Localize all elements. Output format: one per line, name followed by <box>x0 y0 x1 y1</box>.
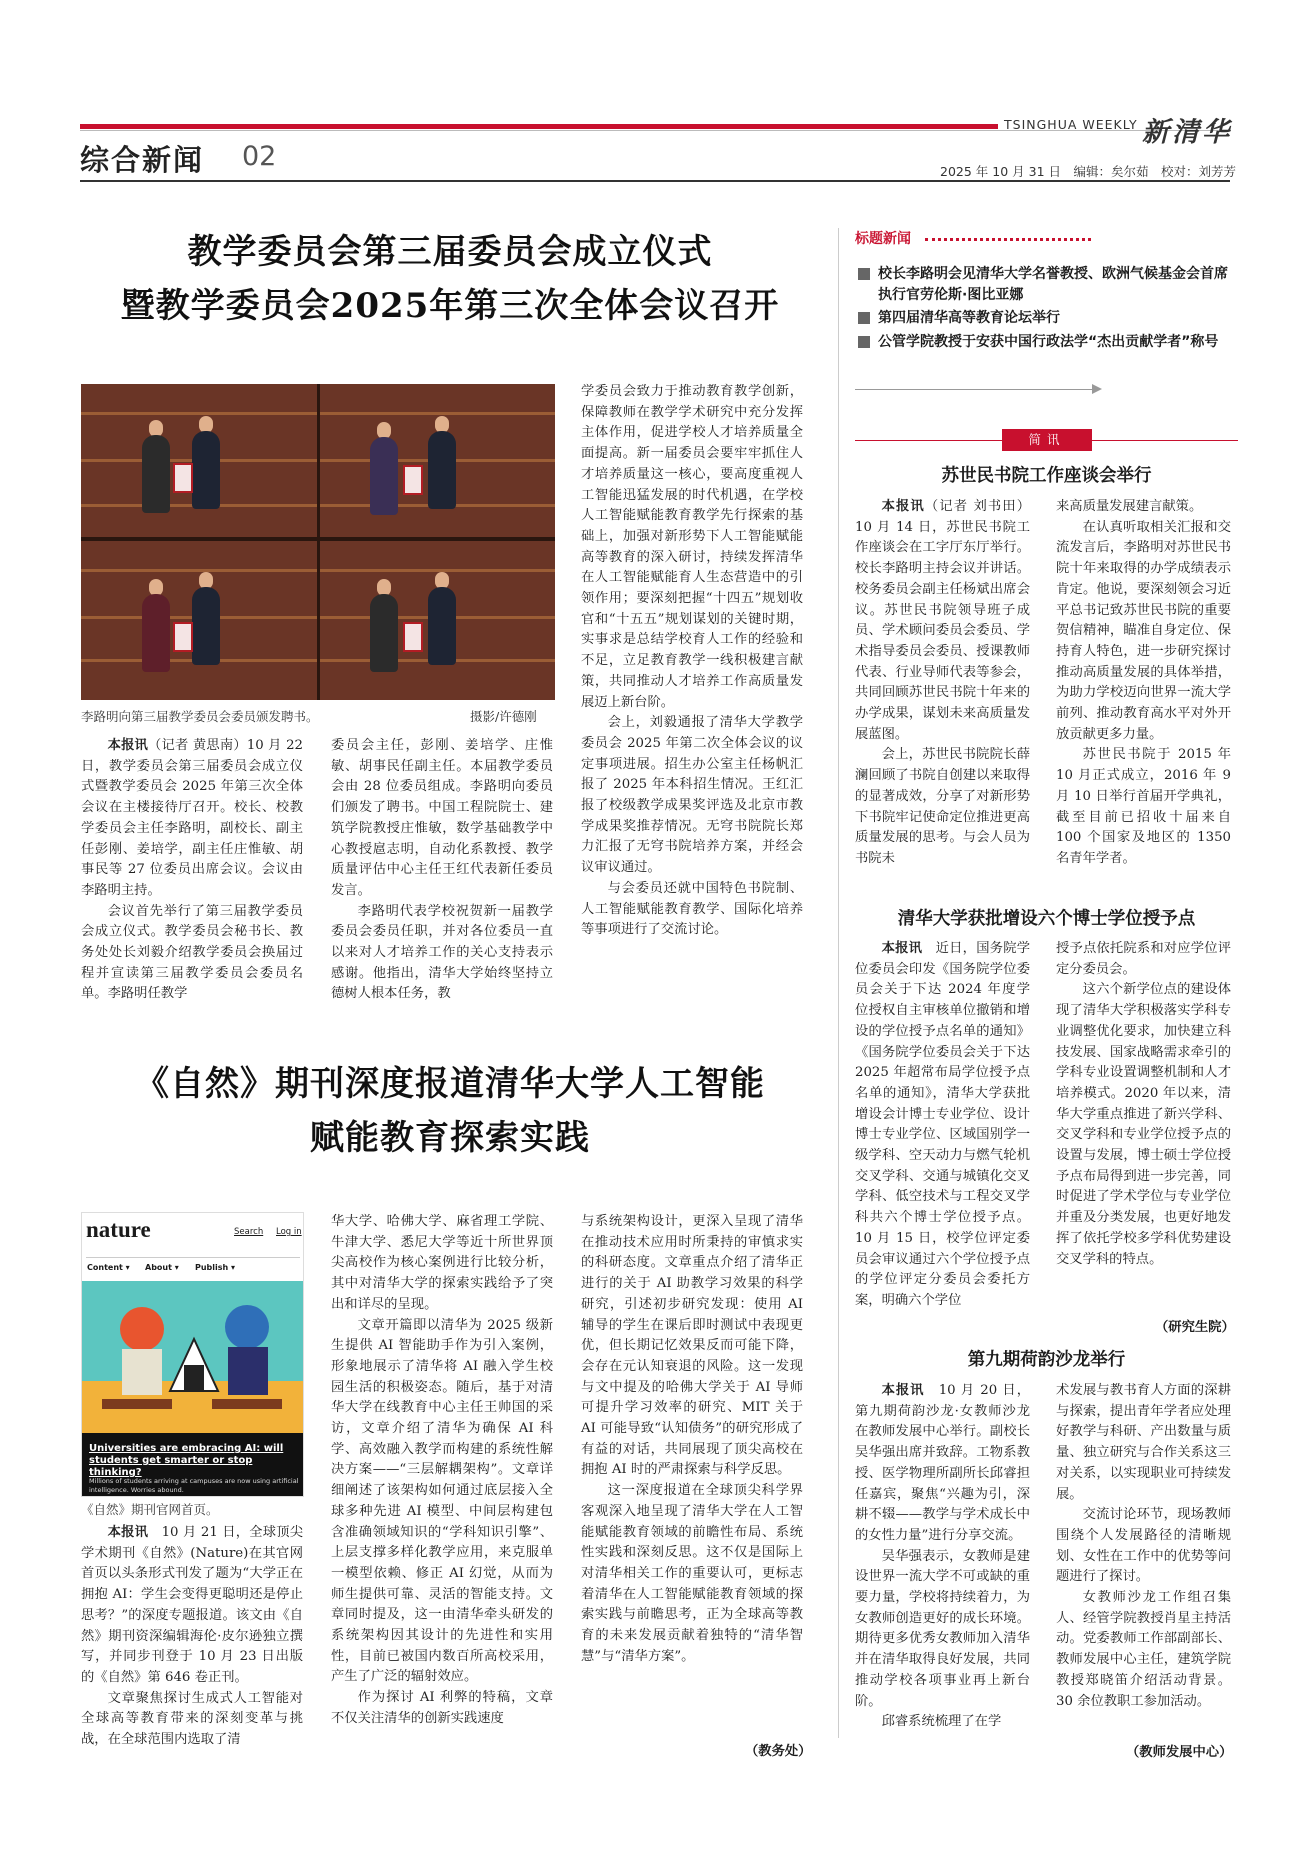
ai-illustration <box>82 1281 304 1433</box>
nature-caption: 《自然》期刊官网首页。 <box>81 1502 219 1517</box>
article1-headline-1: 教学委员会第三届委员会成立仪式 <box>187 232 713 272</box>
headlines-dotted-rule <box>925 238 1091 241</box>
nature-nav-about: About ▾ <box>145 1263 179 1272</box>
article1-col2: 委员会主任，彭刚、姜培学、庄惟敏、胡事民任副主任。本届教学委员会由 28 位委员组成。李路明向委员们颁发了聘书。中国工程院院士、建筑学院教授庄惟敏，数学基础教学中心教授扈志明，自动化系教授、教学质量评估中心主任王红代表新任委员发言。 李路明代表学校祝贺新一届教学委员会委员任职，并对各位委员一直以来对人才培养工作的关心支持表示感谢。他指出，清华大学始终坚持立德树人根本任务，教 <box>331 738 553 1002</box>
column-divider <box>838 228 839 1738</box>
weekly-label: TSINGHUA WEEKLY <box>1004 117 1138 132</box>
nature-nav-content: Content ▾ <box>87 1263 130 1272</box>
nature-search-link: Search <box>234 1227 264 1237</box>
ceremony-photo <box>81 384 555 700</box>
page-number: 02 <box>242 141 277 172</box>
headlines-title: 标题新闻 <box>855 231 911 247</box>
article2-headline-1: 《自然》期刊深度报道清华大学人工智能 <box>135 1064 765 1104</box>
photo-caption: 李路明向第三届教学委员会委员颁发聘书。 <box>81 709 319 724</box>
article4-headline: 清华大学获批增设六个博士学位授予点 <box>897 909 1196 929</box>
dateline: 2025 年 10 月 31 日 编辑：矣尔茹 校对：刘芳芳 <box>940 164 1236 179</box>
article5-col2: 术发展与教书育人方面的深耕与探索，提出青年学者应处理好教学与科研、产出数量与质量、独立研究与合作关系这三对关系，以实现职业可持续发展。 交流讨论环节，现场教师围绕个人发展路径的清晰规划、女性在工作中的优势等问题进行了探讨。 女教师沙龙工作组召集人、经管学院教授肖星主持活动。党委教师工作部副部长、教师发展中心主任，建筑学院教授郑晓笛介绍活动背景。30 余位教职工参加活动。 <box>1056 1383 1231 1709</box>
headline-item: 校长李路明会见清华大学名誉教授、欧洲气候基金会首席执行官劳伦斯·图比亚娜 <box>858 264 1238 306</box>
nature-login-link: Log in <box>276 1227 302 1237</box>
photo-credit: 摄影/许德刚 <box>470 709 537 724</box>
article4-source: （研究生院） <box>1155 1320 1235 1335</box>
arrow-icon <box>1092 384 1102 394</box>
article4-col1: 本报讯 近日，国务院学位委员会印发《国务院学位委员会关于下达 2024 年度学位授权自主审核单位撤销和增设的学位授予点名单的通知》《国务院学位委员会关于下达 2025 年超常布局学位授予点名单的通知》，清华大学获批增设会计博士专业学位、设计博士专业学位、区域国别学一级学科、空天动力与燃气轮机交叉学科、交通与城镇化交叉学科、低空技术与工程交叉学科共六个博士学位授予点。10 月 15 日，校学位评定委员会审议通过六个学位授予点的学位评定分委员会委托方案，明确六个学位 <box>855 941 1031 1308</box>
article5-col1: 本报讯 10 月 20 日，第九期荷韵沙龙·女教师沙龙在教师发展中心举行。副校长吴华强出席并致辞。工物系教授、医学物理所副所长邱睿担任嘉宾，聚焦“兴趣为引，深耕不辍——教学与学术成长中的女性力量”进行分享交流。 吴华强表示，女教师是建设世界一流大学不可或缺的重要力量，学校将持续着力，为女教师创造更好的成长环境。期待更多优秀女教师加入清华并在清华取得良好发展，共同推动学校各项事业再上新台阶。 邱睿系统梳理了在学 <box>855 1383 1031 1730</box>
article3-col1: 本报讯（记者 刘书田）10 月 14 日，苏世民书院工作座谈会在工字厅东厅举行。校长李路明主持会议并讲话。校务委员会副主任杨斌出席会议。苏世民书院领导班子成员、学术顾问委员会委员、学术指导委员会委员、授课教师代表、行业导师代表等参会，共同回顾苏世民书院十年来的办学成果，谋划未来高质量发展蓝图。 会上，苏世民书院院长薛澜回顾了书院自创建以来取得的显著成效，分享了对新形势下书院牢记使命定位推进更高质量发展的思考。与会人员为书院未 <box>855 499 1031 866</box>
nature-screenshot <box>81 1212 304 1497</box>
article3-headline: 苏世民书院工作座谈会举行 <box>941 466 1152 486</box>
article5-headline: 第九期荷韵沙龙举行 <box>967 1350 1126 1370</box>
article2-col1: 本报讯 10 月 21 日，全球顶尖学术期刊《自然》(Nature)在其官网首页以头条形式刊发了题为“大学正在拥抱 AI：学生会变得更聪明还是停止思考？”的深度专题报道。该文由《自然》期刊资深编辑海伦·皮尔逊独立撰写，并同步刊登于 10 月 23 日出版的《自然》第 646 卷正刊。 文章聚焦探讨生成式人工智能对全球高等教育带来的深刻变革与挑战，在全球范围内选取了清 <box>81 1525 303 1748</box>
headline-item: 第四届清华高等教育论坛举行 <box>858 308 1238 329</box>
article5-source: （教师发展中心） <box>1126 1745 1233 1760</box>
section-title: 综合新闻 <box>80 143 205 177</box>
masthead-red-rule <box>80 124 998 129</box>
byline: 本报讯 <box>107 738 149 753</box>
article2-source: （教务处） <box>745 1744 812 1759</box>
article2-headline-2: 赋能教育探索实践 <box>310 1118 590 1158</box>
brand-logo: 新清华 <box>1142 117 1232 148</box>
article2-col3: 与系统架构设计，更深入呈现了清华在推动技术应用时所秉持的审慎求实的科研态度。文章重点介绍了清华正进行的关于 AI 助教学习效果的科学研究，引述初步研究发现：使用 AI 辅导的学生在课后即时测试中表现更优，但长期记忆效果反而可能下降，会存在元认知衰退的风险。这一发现与文中提及的哈佛大学关于 AI 导师可提升学习效率的研究、MIT 关于 AI 可能导致“认知债务”的研究形成了有益的对话，共同展现了顶尖高校在拥抱 AI 时的严肃探索与科学反思。 这一深度报道在全球顶尖科学界客观深入地呈现了清华大学在人工智能赋能教育领域的前瞻性布局、系统性实践和深刻反思。这不仅是国际上对清华相关工作的重要认可，更标志着清华在人工智能赋能教育领域的探索实践与前瞻思考，正为全球高等教育的未来发展贡献着独特的“清华智慧”与“清华方案”。 <box>581 1214 803 1664</box>
nature-cover-image <box>82 1281 304 1497</box>
article1-col1: 本报讯（记者 黄思南）10 月 22 日，教学委员会第三届委员会成立仪式暨教学委员会 2025 年第三次全体会议在主楼接待厅召开。校长、校教学委员会主任李路明，副校长、副主任彭刚、姜培学，副主任庄惟敏、胡事民等 27 位委员出席会议。会议由李路明主持。 会议首先举行了第三届教学委员会成立仪式。教学委员会秘书长、教务处处长刘毅介绍教学委员会换届过程并宣读第三届教学委员会委员名单。李路明任教学 <box>81 738 303 1002</box>
headlines-arrow-rule <box>855 389 1095 390</box>
article1-col3: 学委员会致力于推动教育教学创新，保障教师在教学学术研究中充分发挥主体作用，促进学校人才培养质量全面提高。新一届委员会要牢牢抓住人才培养质量这一核心，要高度重视人工智能迅猛发展的时代机遇，在学校人工智能赋能教育教学先行探索的基础上，加强对新形势下人工智能赋能高等教育的深入研讨，持续发挥清华在人工智能赋能育人生态营造中的引领作用；要深刻把握“十四五”规划收官和“十五五”规划谋划的关键时期，实事求是总结学校育人工作的经验和不足，立足教育教学一线积极建言献策，共同推动人才培养工作高质量发展迈上新台阶。 会上，刘毅通报了清华大学教学委员会 2025 年第二次全体会议的议定事项进展。招生办公室主任杨帆汇报了 2025 年本科招生情况。王红汇报了校级教学成果奖评选及北京市教学成果奖推荐情况。无穹书院院长郑力汇报了无穹书院培养方案，并经会议审议通过。 与会委员还就中国特色书院制、人工智能赋能教育教学、国际化培养等事项进行了交流讨论。 <box>581 384 803 938</box>
article2-col2: 华大学、哈佛大学、麻省理工学院、牛津大学、悉尼大学等近十所世界顶尖高校作为核心案例进行比较分析，其中对清华大学的探索实践给予了突出和详尽的呈现。 文章开篇即以清华为 2025 级新生提供 AI 智能助手作为引入案例，形象地展示了清华将 AI 融入学生校园生活的积极姿态。随后，基于对清华大学在线教育中心主任王帅国的采访，文章介绍了清华为确保 AI 科学、高效融入教学而构建的系统性解决方案——“三层解耦架构”。文章详细阐述了该架构如何通过底层接入全球多种先进 AI 模型、中间层构建包含准确领域知识的“学科知识引擎”、上层支撑多样化教学应用，来克服单一模型依赖、修正 AI 幻觉，从而为师生提供可靠、灵活的智能支持。文章同时提及，这一由清华牵头研发的系统架构因其设计的先进性和实用性，目前已被国内数百所高校采用，产生了广泛的辐射效应。 作为探讨 AI 利弊的特稿，文章不仅关注清华的创新实践速度 <box>331 1214 553 1726</box>
brief-badge: 简讯 <box>1002 429 1092 451</box>
nature-headline-link: Universities are embracing AI: will students get smarter or stop thinking? <box>89 1443 284 1478</box>
nature-nav-publish: Publish ▾ <box>195 1263 236 1272</box>
nature-logo: nature <box>86 1217 151 1242</box>
masthead-divider <box>80 180 1230 182</box>
nature-subhead: Millions of students arriving at campuses are now using artificial intelligence. Worries abound. <box>89 1477 299 1494</box>
article1-headline-2: 暨教学委员会2025年第三次全体会议召开 <box>120 286 780 326</box>
headline-item: 公管学院教授于安获中国行政法学“杰出贡献学者”称号 <box>858 332 1238 353</box>
article3-col2: 来高质量发展建言献策。 在认真听取相关汇报和交流发言后，李路明对苏世民书院十年来取得的办学成绩表示肯定。他说，要深刻领会习近平总书记致苏世民书院的重要贺信精神，瞄准自身定位、保持育人特色，进一步研究探讨推动高质量发展的具体举措，为助力学校迈向世界一流大学前列、推动教育高水平对外开放贡献更多力量。 苏世民书院于 2015 年 10 月正式成立，2016 年 9 月 10 日举行首届开学典礼，截至目前已招收十届来自 100 个国家及地区的 1350 名青年学者。 <box>1056 499 1231 866</box>
article4-col2: 授予点依托院系和对应学位评定分委员会。 这六个新学位点的建设体现了清华大学积极落实学科专业调整优化要求，加快建立科技发展、国家战略需求牵引的学科专业设置调整机制和人才培养模式。2020 年以来，清华大学重点推进了新兴学科、交叉学科和专业学位授予点的设置与发展，博士硕士学位授予点布局得到进一步完善，同时促进了学术学位与专业学位并重及分类发展，也更好地发挥了依托学校多学科优势建设交叉学科的特点。 <box>1056 941 1231 1267</box>
